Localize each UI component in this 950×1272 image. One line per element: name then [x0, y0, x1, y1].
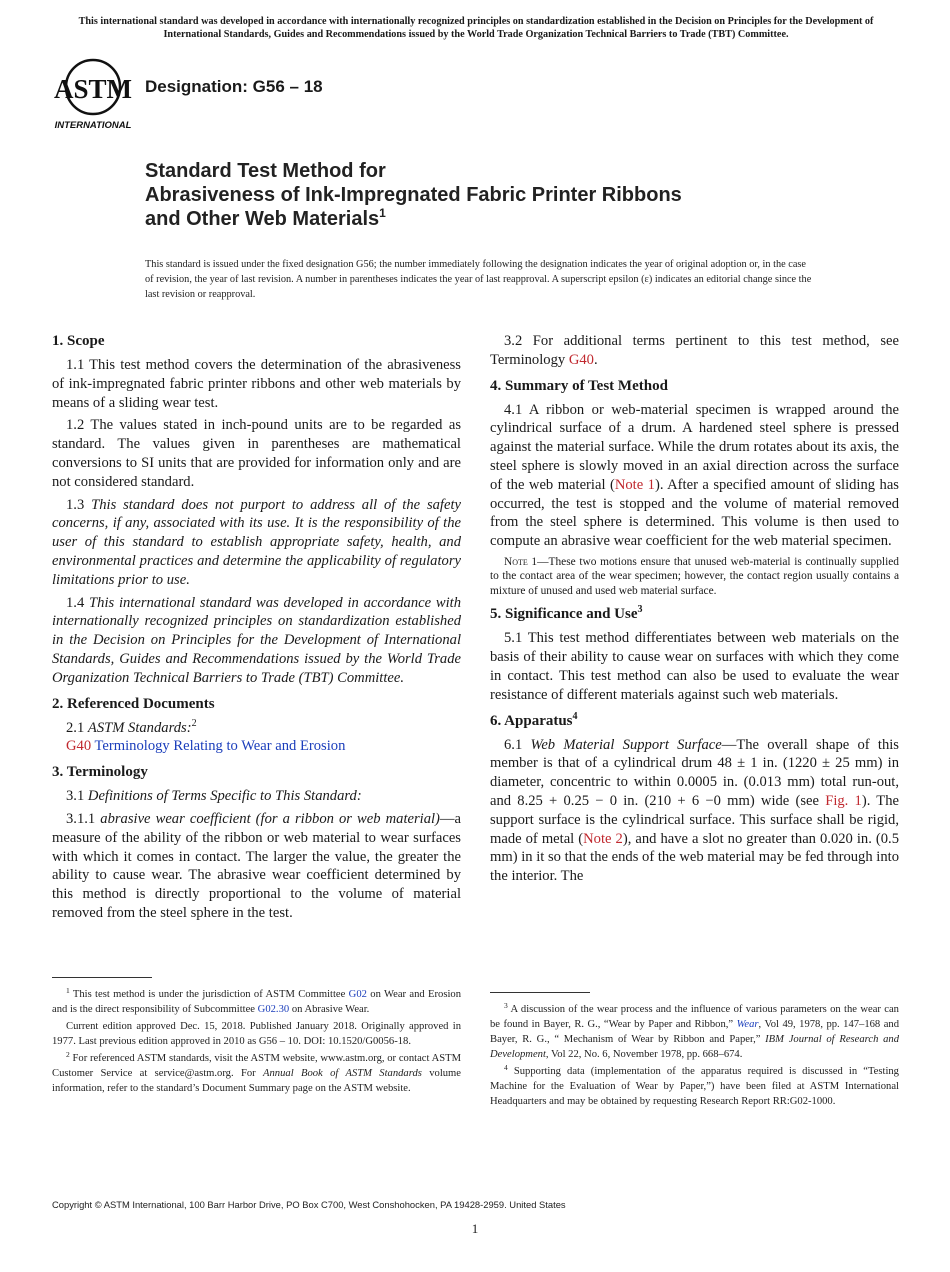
section-heading-significance	[490, 605, 899, 624]
section-heading-referenced-documents: 2. Referenced Documents	[52, 695, 215, 712]
issuance-statement: This standard is issued under the fixed designation G56; the number immediately following the designation indicates the year of original adoption or, in the case of revision, the year of last revision. A number in parentheses indicates the year of last reapproval. A superscript epsilon (ε) indicates an editorial change since the last revision or reapproval.	[145, 259, 812, 300]
paragraph-2-1-footnote-mark: 2	[191, 717, 197, 729]
footnote-2-mark: 2	[66, 1050, 70, 1059]
paragraph-1-4	[52, 594, 461, 688]
committee-g02-link[interactable]: G02	[348, 989, 367, 1000]
footnote-2-italic: Annual Book of ASTM Standards	[263, 1068, 422, 1079]
section-heading-apparatus-text: 6. Apparatus	[490, 712, 573, 729]
right-column	[490, 332, 899, 890]
page-title	[145, 159, 845, 231]
paragraph-2-1-number: 2.1	[66, 719, 85, 736]
footnote-1-text-b: on Wear and Erosion and is the direct responsibility of Subcommittee	[52, 989, 461, 1015]
astm-logo	[54, 55, 134, 131]
copyright-notice: Copyright © ASTM International, 100 Barr Harbor Drive, PO Box C700, West Conshohocken, PA 19428-2959. United States	[52, 1199, 566, 1210]
paragraph-6-1	[490, 736, 899, 886]
section-heading-scope: 1. Scope	[52, 333, 105, 349]
paragraph-1-2: 1.2 The values stated in inch-pound units are to be regarded as standard. The values given in parentheses are mathematical conversions to SI units that are provided for information only and are not considered standard.	[52, 417, 461, 490]
paragraph-2-1-text: ASTM Standards:	[87, 719, 192, 736]
title-line-3-text: and Other Web Materials	[145, 208, 380, 230]
paragraph-1-1: 1.1 This test method covers the determination of the abrasiveness of ink-impregnated fabric printer ribbons and other web materials by means of a sliding wear test.	[52, 357, 461, 411]
logo-mark-text: ASTM	[54, 74, 133, 104]
footnotes-left	[52, 987, 461, 1098]
subcommittee-g02-30-link[interactable]: G02.30	[257, 1004, 290, 1015]
paragraph-3-1	[52, 787, 461, 806]
footnote-2-text-b: volume information, refer to the standard’s Document Summary page on the ASTM website.	[52, 1068, 461, 1094]
note-1-text: —These two motions ensure that unused web-material is continually supplied to the contact area of the wear specimen; however, the contact region usually contains a mixture of unused and used web material surface.	[490, 555, 899, 597]
footnote-3-mark: 3	[504, 1001, 508, 1010]
significance-footnote-mark: 3	[637, 604, 643, 616]
section-heading-terminology: 3. Terminology	[52, 764, 148, 781]
paragraph-1-4-text: This international standard was developed in accordance with internationally recognized principles on standardization established in the Decision on Principles for the Development of International Standards, Guides and Recommendations issued by the World Trade Organization Technical Barriers to Trade (TBT) Committee.	[52, 594, 462, 686]
terminology-g40-link[interactable]: G40	[568, 351, 594, 368]
paragraph-1-3	[52, 496, 461, 590]
footnote-3-italic: IBM Journal of Research and Development	[490, 1034, 899, 1060]
footnote-2-text-a: For referenced ASTM standards, visit the ASTM website, www.astm.org, or contact ASTM Customer Service at service@astm.org. For	[52, 1053, 462, 1079]
footnote-3	[490, 1002, 899, 1062]
footnote-4	[490, 1064, 899, 1109]
note-1-link[interactable]: Note 1	[614, 476, 655, 493]
footnote-divider-right	[490, 992, 590, 993]
paragraph-3-1-1-number: 3.1.1	[66, 810, 96, 827]
paragraph-3-1-1	[52, 810, 461, 923]
paragraph-1-3-text: This standard does not purport to address all of the safety concerns, if any, associated with its use. It is the responsibility of the user of this standard to establish appropriate safety, health, and environmental practices and determine the applicability of regulatory limitations prior to use.	[52, 496, 461, 588]
apparatus-footnote-mark: 4	[572, 710, 578, 722]
designation: Designation: G56 – 18	[145, 77, 323, 96]
wear-journal-link[interactable]: Wear	[736, 1019, 759, 1030]
footnote-1	[52, 987, 461, 1017]
left-column	[52, 332, 461, 927]
paragraph-4-1-text-b: ). After a specified amount of sliding has occurred, the test is stopped and the volume of material removed from the steel sphere is determined. This volume is then used to compute an abrasive wear coefficient for the web material specimen.	[490, 476, 899, 550]
title-footnote-mark: 1	[379, 206, 386, 220]
page-number: 1	[471, 1221, 479, 1236]
paragraph-3-2	[490, 332, 899, 370]
paragraph-1-4-number: 1.4	[66, 594, 85, 611]
paragraph-6-1-text-a: —The overall shape of this member is that of a cylindrical drum 48 ± 1 in. (1220 ± 25 mm) in diameter, concentric to within 0.0005 in. (0.013 mm) total run-out, and 8.25 + 0.25 − 0 in. (210 + 6 −0 mm) wide (see	[490, 736, 899, 810]
footnote-3-text-b: , Vol 49, 1978, pp. 147–168 and Bayer, R. G., “ Mechanism of Wear by Ribbon and Paper,”	[490, 1019, 899, 1045]
logo-caption-text: INTERNATIONAL	[54, 120, 132, 131]
figure-1-link[interactable]: Fig. 1	[825, 793, 862, 810]
paragraph-6-1-number: 6.1	[504, 736, 523, 753]
defined-term: abrasive wear coefficient (for a ribbon or web material)	[100, 810, 440, 827]
term-definition: —a measure of the ability of the ribbon or web material to wear surfaces with which it comes in contact. The larger the value, the greater the ability to cause wear. The abrasive wear coefficient determined by this method is directly proportional to the volume of material removed from the steel sphere in the test.	[52, 810, 461, 921]
section-heading-apparatus	[490, 712, 899, 731]
standard-banner: This international standard was developed in accordance with internationally recognized principles on standardization established in the Decision on Principles for the Development of International Standards, Guides and Recommendations issued by the World Trade Organization Technical Barriers to Trade (TBT) Committee.	[78, 16, 874, 40]
section-heading-summary: 4. Summary of Test Method	[490, 377, 668, 394]
note-2-link[interactable]: Note 2	[583, 830, 623, 847]
paragraph-6-1-term: Web Material Support Surface	[530, 736, 722, 753]
footnote-3-text-a: A discussion of the wear process and the influence of various parameters on the wear can be found in Bayer, R. G., “Wear by Paper and Ribbon,”	[490, 1004, 899, 1030]
paragraph-3-1-text: Definitions of Terms Specific to This Standard:	[87, 788, 362, 805]
paragraph-3-1-number: 3.1	[66, 788, 85, 805]
title-line-3	[145, 207, 845, 231]
paragraph-1-3-number: 1.3	[66, 496, 85, 513]
title-line-2: Abrasiveness of Ink-Impregnated Fabric Printer Ribbons	[145, 184, 682, 206]
note-1	[490, 555, 899, 599]
footnote-4-text: Supporting data (implementation of the apparatus required is discussed in “Testing Machine for the Evaluation of Wear by Paper,”) have been filed at ASTM International Headquarters and may be obtained by requesting Research Report RR:G02-1000.	[490, 1066, 899, 1107]
section-heading-significance-text: 5. Significance and Use	[490, 606, 638, 623]
footnote-1-text-a: This test method is under the jurisdiction of ASTM Committee	[72, 989, 346, 1000]
footnote-1-edition: Current edition approved Dec. 15, 2018. Published January 2018. Originally approved in 1977. Last previous edition approved in 2010 as G56 – 10. DOI: 10.1520/G0056-18.	[52, 1021, 461, 1047]
note-1-label: Note 1	[504, 555, 538, 568]
footnote-1-mark: 1	[66, 986, 70, 995]
paragraph-2-1	[52, 719, 461, 738]
footnote-1-text-c: on Abrasive Wear.	[291, 1004, 370, 1015]
paragraph-6-1-text-c: ), and have a slot no greater than 0.020 in. (0.5 mm) in it so that the ends of the web material may be fed through into the interior. The	[490, 830, 899, 885]
paragraph-4-1-text-a: 4.1 A ribbon or web-material specimen is wrapped around the cylindrical surface of a drum. A hardened steel sphere is pressed against the material surface. While the drum rotates about its axis, the steel sphere is slowly moved in an axial direction across the surface of the web material (	[490, 401, 899, 493]
paragraph-6-1-text-b: ). The support surface is the cylindrical surface. This surface shall be rigid, made of metal (	[490, 793, 899, 847]
footnote-divider-left	[52, 977, 152, 978]
reference-entry-g40	[52, 737, 461, 756]
footnote-2	[52, 1051, 461, 1096]
reference-code-link[interactable]: G40	[66, 738, 92, 755]
footnotes-right	[490, 1002, 899, 1111]
footnote-4-mark: 4	[504, 1063, 508, 1072]
paragraph-5-1: 5.1 This test method differentiates between web materials on the basis of their ability to cause wear on surfaces with which they come in contact. This test method can also be used to evaluate the wear resistance of different materials against such web materials.	[490, 630, 899, 703]
reference-title-link[interactable]: Terminology Relating to Wear and Erosion	[94, 738, 346, 755]
paragraph-4-1	[490, 401, 899, 551]
paragraph-3-2-text: 3.2 For additional terms pertinent to this test method, see Terminology	[490, 333, 899, 368]
title-line-1: Standard Test Method for	[145, 160, 386, 182]
footnote-3-text-c: , Vol 22, No. 6, November 1978, pp. 668–674.	[545, 1049, 743, 1060]
paragraph-3-2-end: .	[593, 351, 598, 368]
